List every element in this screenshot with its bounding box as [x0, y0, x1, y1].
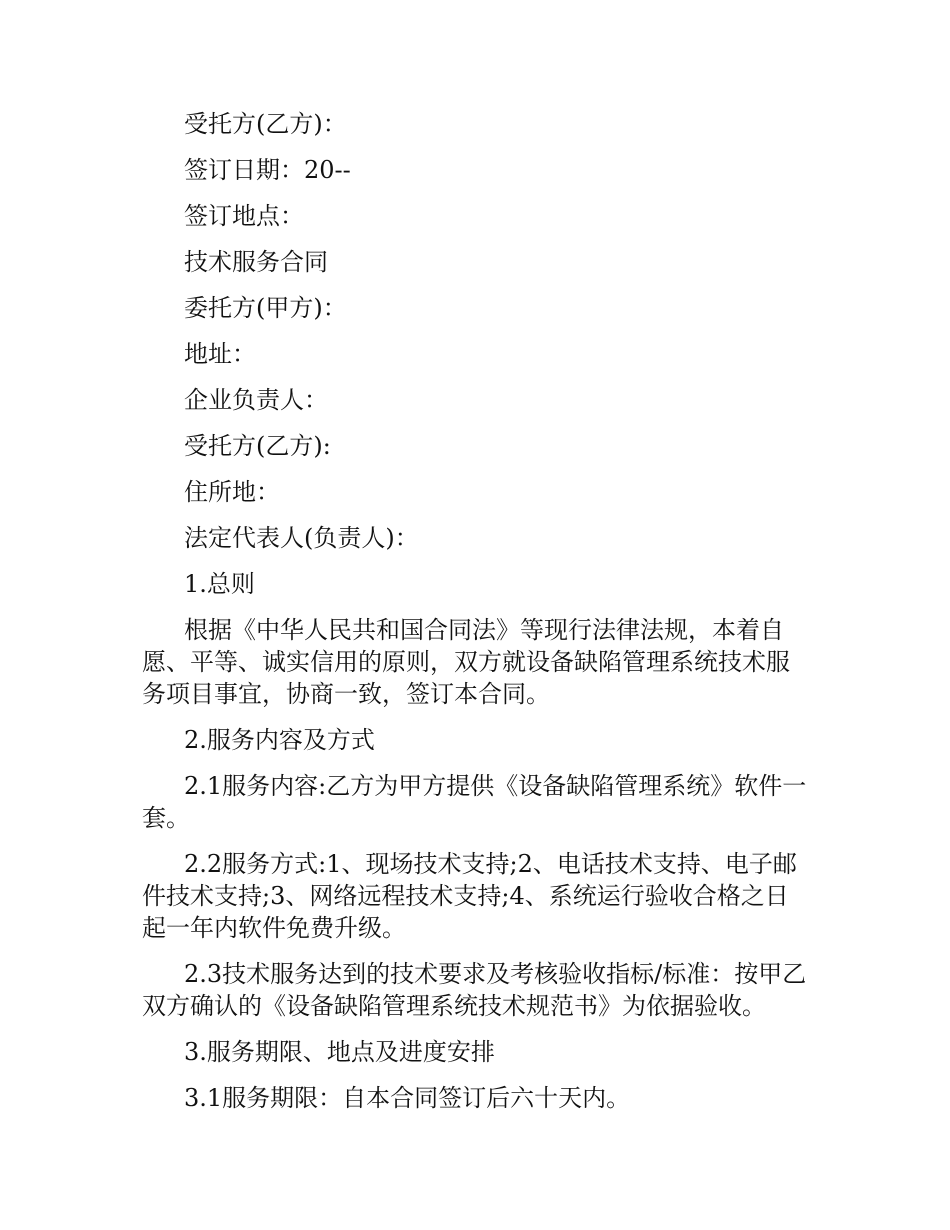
- legal-representative-line: 法定代表人(负责人)：: [184, 524, 419, 552]
- signing-date-line: 签订日期：20--: [184, 156, 351, 184]
- address-line: 地址：: [184, 340, 256, 368]
- enterprise-head-line: 企业负责人：: [184, 386, 328, 414]
- section-1-heading: 1.总则: [184, 570, 255, 598]
- domicile-line: 住所地：: [184, 478, 280, 506]
- client-party-a-line: 委托方(甲方)：: [184, 294, 347, 322]
- signing-place-line: 签订地点：: [184, 202, 304, 230]
- clause-3-1: 3.1服务期限：自本合同签订后六十天内。: [184, 1084, 631, 1112]
- clause-2-2: 2.2服务方式:1、现场技术支持;2、电话技术支持、电子邮件技术支持;3、网络远程技术支持;4、系统运行验收合格之日起一年内软件免费升级。: [142, 850, 797, 942]
- clause-2-1: 2.1服务内容:乙方为甲方提供《设备缺陷管理系统》软件一套。: [142, 772, 807, 832]
- trustee-party-b-line: 受托方(乙方)：: [184, 110, 347, 138]
- section-2-heading: 2.服务内容及方式: [184, 726, 375, 754]
- document-body: [142, 108, 812, 1128]
- clause-2-3: 2.3技术服务达到的技术要求及考核验收指标/标准：按甲乙双方确认的《设备缺陷管理系统技术规范书》为依据验收。: [142, 960, 807, 1020]
- section-1-body: 根据《中华人民共和国合同法》等现行法律法规，本着自愿、平等、诚实信用的原则，双方就设备缺陷管理系统技术服务项目事宜，协商一致，签订本合同。: [142, 616, 790, 708]
- trustee-party-b-line-2: 受托方(乙方):: [184, 432, 331, 460]
- contract-title: 技术服务合同: [184, 248, 328, 276]
- section-3-heading: 3.服务期限、地点及进度安排: [184, 1038, 495, 1066]
